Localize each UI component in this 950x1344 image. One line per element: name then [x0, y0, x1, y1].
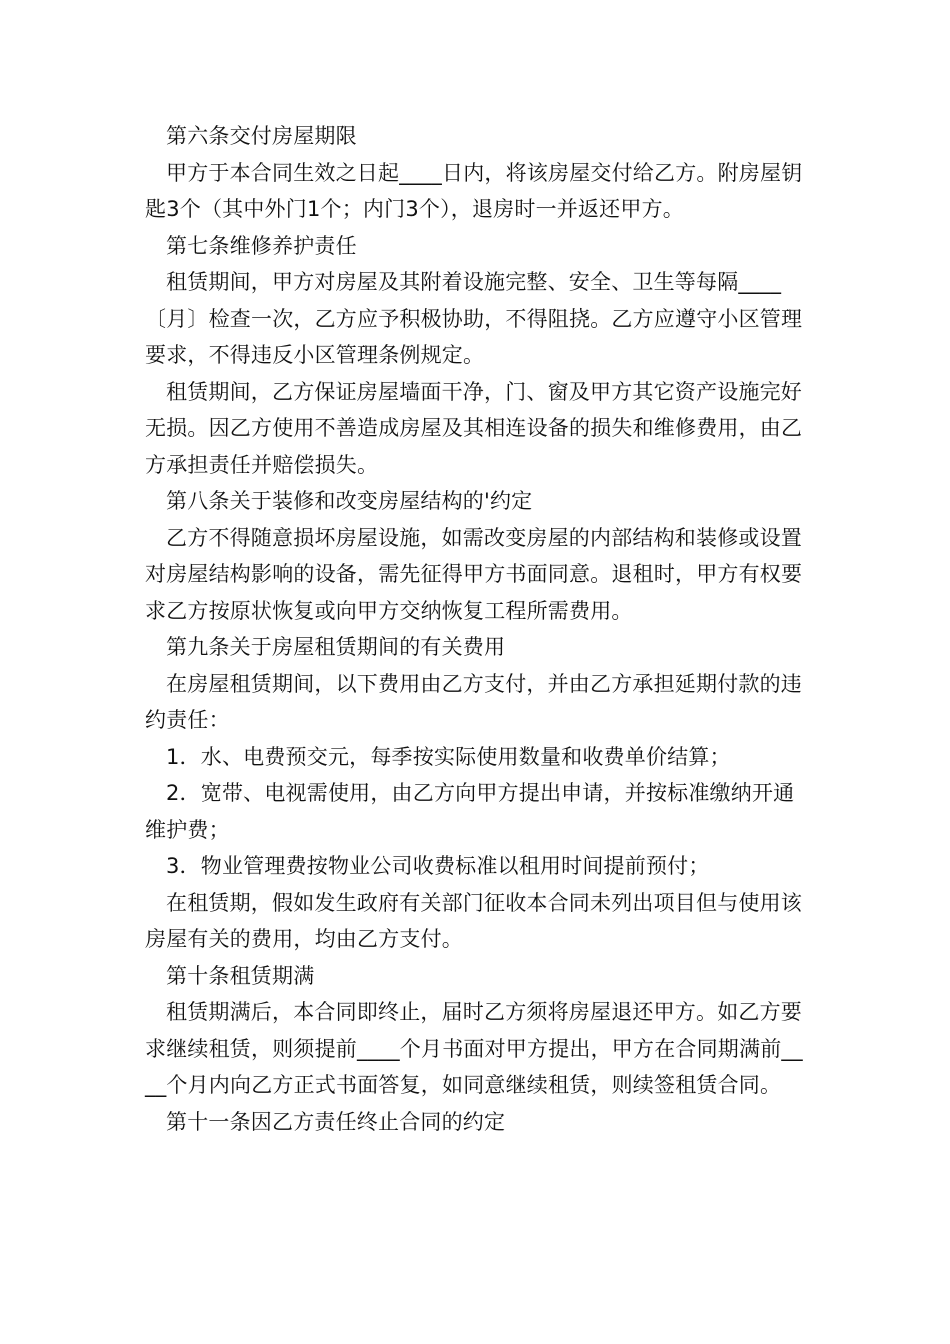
article-8-paragraph: 乙方不得随意损坏房屋设施，如需改变房屋的内部结构和装修或设置对房屋结构影响的设备，需先征得甲方书面同意。退租时，甲方有权要求乙方按原状恢复或向甲方交纳恢复工程所需费用。: [145, 525, 803, 623]
article-9-item-1: 1．水、电费预交元，每季按实际使用数量和收费单价结算；: [166, 744, 731, 769]
article-9-item-2: 2．宽带、电视需使用，由乙方向甲方提出申请，并按标准缴纳开通维护费；: [145, 781, 795, 842]
article-11-heading: 第十一条因乙方责任终止合同的约定: [166, 1109, 506, 1134]
article-8-heading: 第八条关于装修和改变房屋结构的'约定: [166, 489, 533, 513]
article-7-paragraph-2: 租赁期间，乙方保证房屋墙面干净，门、窗及甲方其它资产设施完好无损。因乙方使用不善造成房屋及其相连设备的损失和维修费用，由乙方承担责任并赔偿损失。: [145, 379, 803, 477]
article-6-paragraph: 甲方于本合同生效之日起____日内，将该房屋交付给乙方。附房屋钥匙3个（其中外门1个；内门3个），退房时一并返还甲方。: [145, 160, 803, 221]
article-9-item-3: 3．物业管理费按物业公司收费标准以租用时间提前预付；: [166, 854, 710, 878]
article-7-heading: 第七条维修养护责任: [166, 233, 357, 258]
article-10-paragraph: 租赁期满后，本合同即终止，届时乙方须将房屋退还甲方。如乙方要求继续租赁，则须提前____个月书面对甲方提出，甲方在合同期满前____个月内向乙方正式书面答复，如同意继续租赁，则续签租赁合同。: [145, 1000, 803, 1097]
article-9-paragraph: 在房屋租赁期间，以下费用由乙方支付，并由乙方承担延期付款的违约责任：: [145, 671, 802, 732]
article-9-heading: 第九条关于房屋租赁期间的有关费用: [166, 635, 506, 659]
contract-text: [145, 118, 807, 1140]
article-6-heading: 第六条交付房屋期限: [166, 124, 357, 148]
article-10-heading: 第十条租赁期满: [166, 963, 315, 988]
article-7-paragraph-1: 租赁期间，甲方对房屋及其附着设施完整、安全、卫生等每隔____〔月〕检查一次，乙方应予积极协助，不得阻挠。乙方应遵守小区管理要求，不得违反小区管理条例规定。: [145, 270, 803, 367]
article-9-paragraph-2: 在租赁期，假如发生政府有关部门征收本合同未列出项目但与使用该房屋有关的费用，均由乙方支付。: [145, 890, 802, 951]
